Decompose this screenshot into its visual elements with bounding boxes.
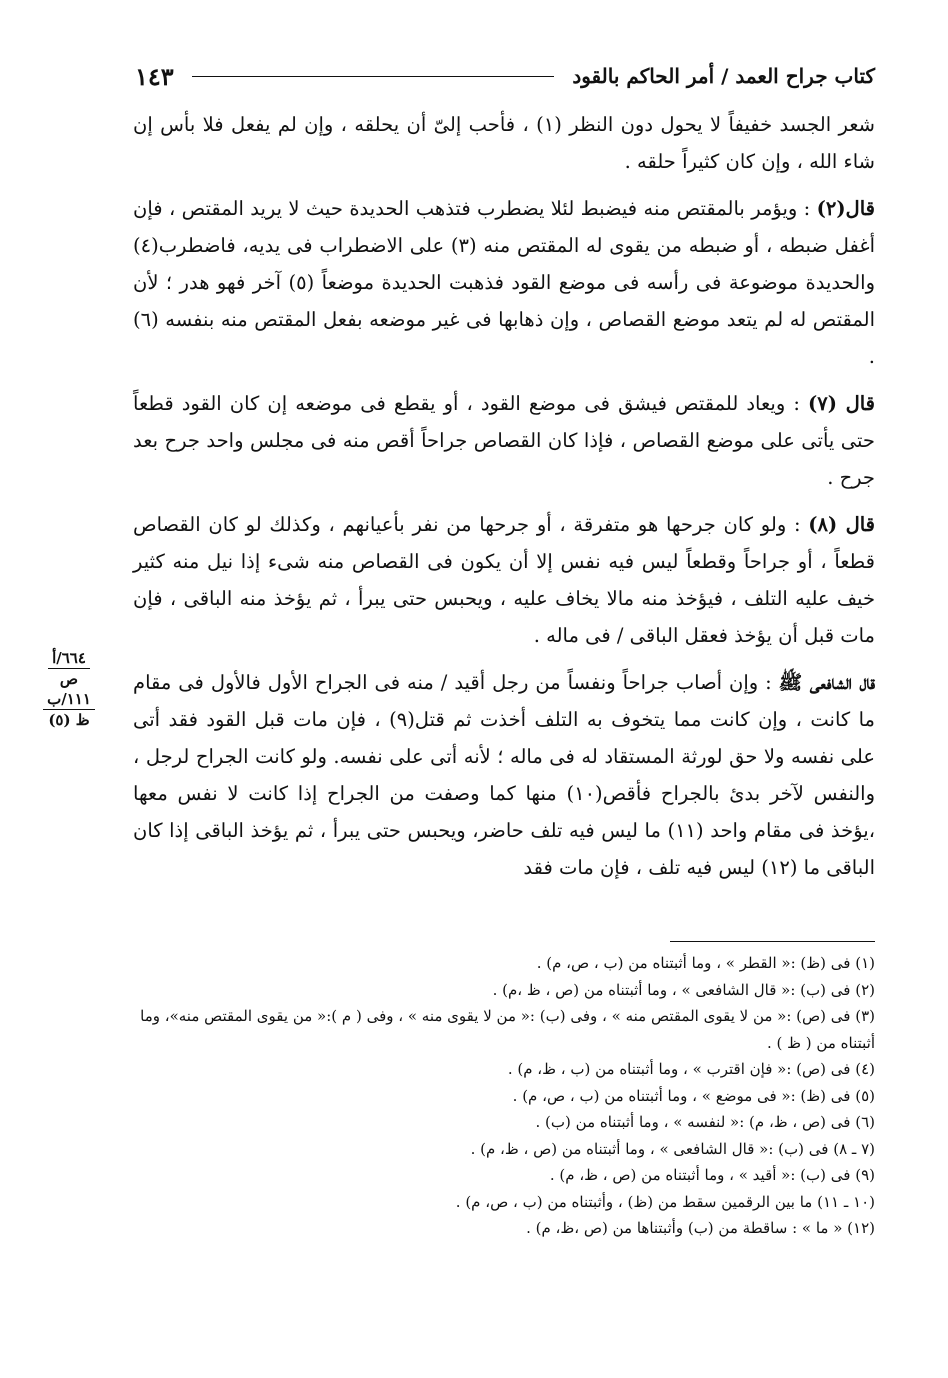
paragraph-text: : ويعاد للمقتص فيشق فى موضع القود ، أو يقطع فى موضعه إن كان القود قطعاً حتى يأتى على موضع القصاص ، فإذا كان القصاص جراحاً أقص منه فى مجلس واحد جرح بعد جرح . [133, 392, 875, 489]
paragraph-lead: قال(٢) [816, 197, 875, 220]
footnote: (٤) فى (ص) :« فإن اقترب » ، وما أثبتناه من (ب ، ظ، م) . [507, 1060, 875, 1078]
footnote: (١) فى (ظ) :« القطر » ، وما أثبتناه من (ب ، ص، م) . [536, 954, 875, 972]
manuscript-margin-note [30, 648, 108, 730]
footnote: (٥) فى (ظ) :« فى موضع » ، وما أثبتناه من (ب ، ص، م) . [512, 1086, 875, 1105]
footnote: (٣) فى (ص) :« من لا يقوى المقتص منه » ، وفى (ب) :« من لا يقوى منه » ، وفى ( م ):« من يقوى المقتص منه»، وما أثبتناه من ( ظ ) . [140, 1007, 875, 1052]
paragraph [133, 190, 875, 375]
margin-siglum-2: ظ (٥) [48, 711, 90, 729]
footnote: (٧ ـ ٨) فى (ب) :« قال الشافعى » ، وما أثبتناه من (ص ، ظ، م) . [470, 1139, 875, 1158]
margin-folio-1: ٦٦٤/أ [48, 648, 90, 669]
margin-siglum-1: ص [59, 670, 79, 688]
footnote: (٦) فى (ص ، ظ، م) :« لنفسه » ، وما أثبتناه من (ب) . [535, 1113, 875, 1131]
paragraph-lead: قال الشافعى ﷺ [778, 671, 876, 694]
paragraph-text: : ولو كان جرحها هو متفرقة ، أو جرحها من نفر بأعيانهم ، وكذلك لو كان القصاص قطعاً ، أو جراحاً وقطعاً ليس فيه نفس إلا أن يكون فى القصاص منه شىء إذا نيل منه كثير خيف عليه التلف ، فيؤخذ منه مالا يخاف عليه ، ويحبس حتى يبرأ ، ثم يؤخذ منه الباقى ، فإن مات قبل أن يؤخذ فعقل الباقى / فى ماله . [133, 513, 875, 647]
footnote-rule [670, 941, 875, 942]
paragraph [133, 106, 875, 180]
footnote: (١٢) « ما » : ساقطة من (ب) وأثبتناها من (ص ،ظ، م) . [526, 1219, 875, 1237]
paragraph-lead: قال (٧) [807, 392, 876, 415]
header-rule [192, 76, 555, 77]
running-title: كتاب جراح العمد / أمر الحاكم بالقود [572, 64, 875, 88]
footnotes [133, 950, 875, 1242]
page-number: ١٤٣ [135, 61, 174, 91]
paragraph [133, 664, 875, 886]
page-header [135, 60, 875, 92]
margin-folio-2: ١١١/ب [43, 689, 95, 710]
paragraph-text: : ويؤمر بالمقتص منه فيضبط لئلا يضطرب فتذهب الحديدة حيث لا يريد المقتص ، فإن أغفل ضبطه ، أو ضبطه من يقوى له المقتص منه (٣) على الاضطراب فى يديه، فاضطرب(٤) والحديدة موضوعة فى رأسه فى موضع القود فذهبت الحديدة موضعاً (٥) آخر فهو هدر ؛ لأن المقتص له لم يتعد موضع القصاص ، وإن ذهابها فى غير موضعه بفعل المقتص منه بنفسه (٦) . [133, 197, 875, 368]
paragraph-text: شعر الجسد خفيفاً لا يحول دون النظر (١) ، فأحب إلىّ أن يحلقه ، وإن لم يفعل فلا بأس إن شاء الله ، وإن كان كثيراً حلقه . [133, 113, 875, 173]
paragraph [133, 385, 875, 496]
footnote: (٩) فى (ب) :« أقيد » ، وما أثبتناه من (ص ، ظ، م) . [549, 1166, 875, 1184]
paragraph-text: : وإن أصاب جراحاً ونفساً من رجل أقيد / منه فى الجراح الأول فالأول فى مقام ما كانت ، وإن كانت مما يتخوف به التلف أخذت ثم قتل(٩) ، فإن مات قبل القود فقد أتى على نفسه ولا حق لورثة المستقاد له فى ماله ؛ لأنه أتى على نفسه. ولو كانت الجراح لرجل ، والنفس لآخر بدئ بالجراح فأقص(١٠) منها كما وصفت من الجراح إذا كانت لا نفس معها ،يؤخذ فى مقام واحد (١١) ما ليس فيه تلف حاضر، ويحبس حتى يبرأ ، ثم يؤخذ الباقى إذا كان الباقى ما (١٢) ليس فيه تلف ، فإن مات فقد [133, 671, 876, 879]
main-text [133, 106, 875, 896]
footnote: (١٠ ـ ١١) ما بين الرقمين سقط من (ظ) ، وأثبتناه من (ب ، ص، م) . [455, 1192, 875, 1211]
paragraph [133, 506, 875, 654]
footnote: (٢) فى (ب) :« قال الشافعى » ، وما أثبتناه من (ص ، ظ ،م) . [492, 980, 875, 999]
paragraph-lead: قال (٨) [808, 513, 876, 536]
